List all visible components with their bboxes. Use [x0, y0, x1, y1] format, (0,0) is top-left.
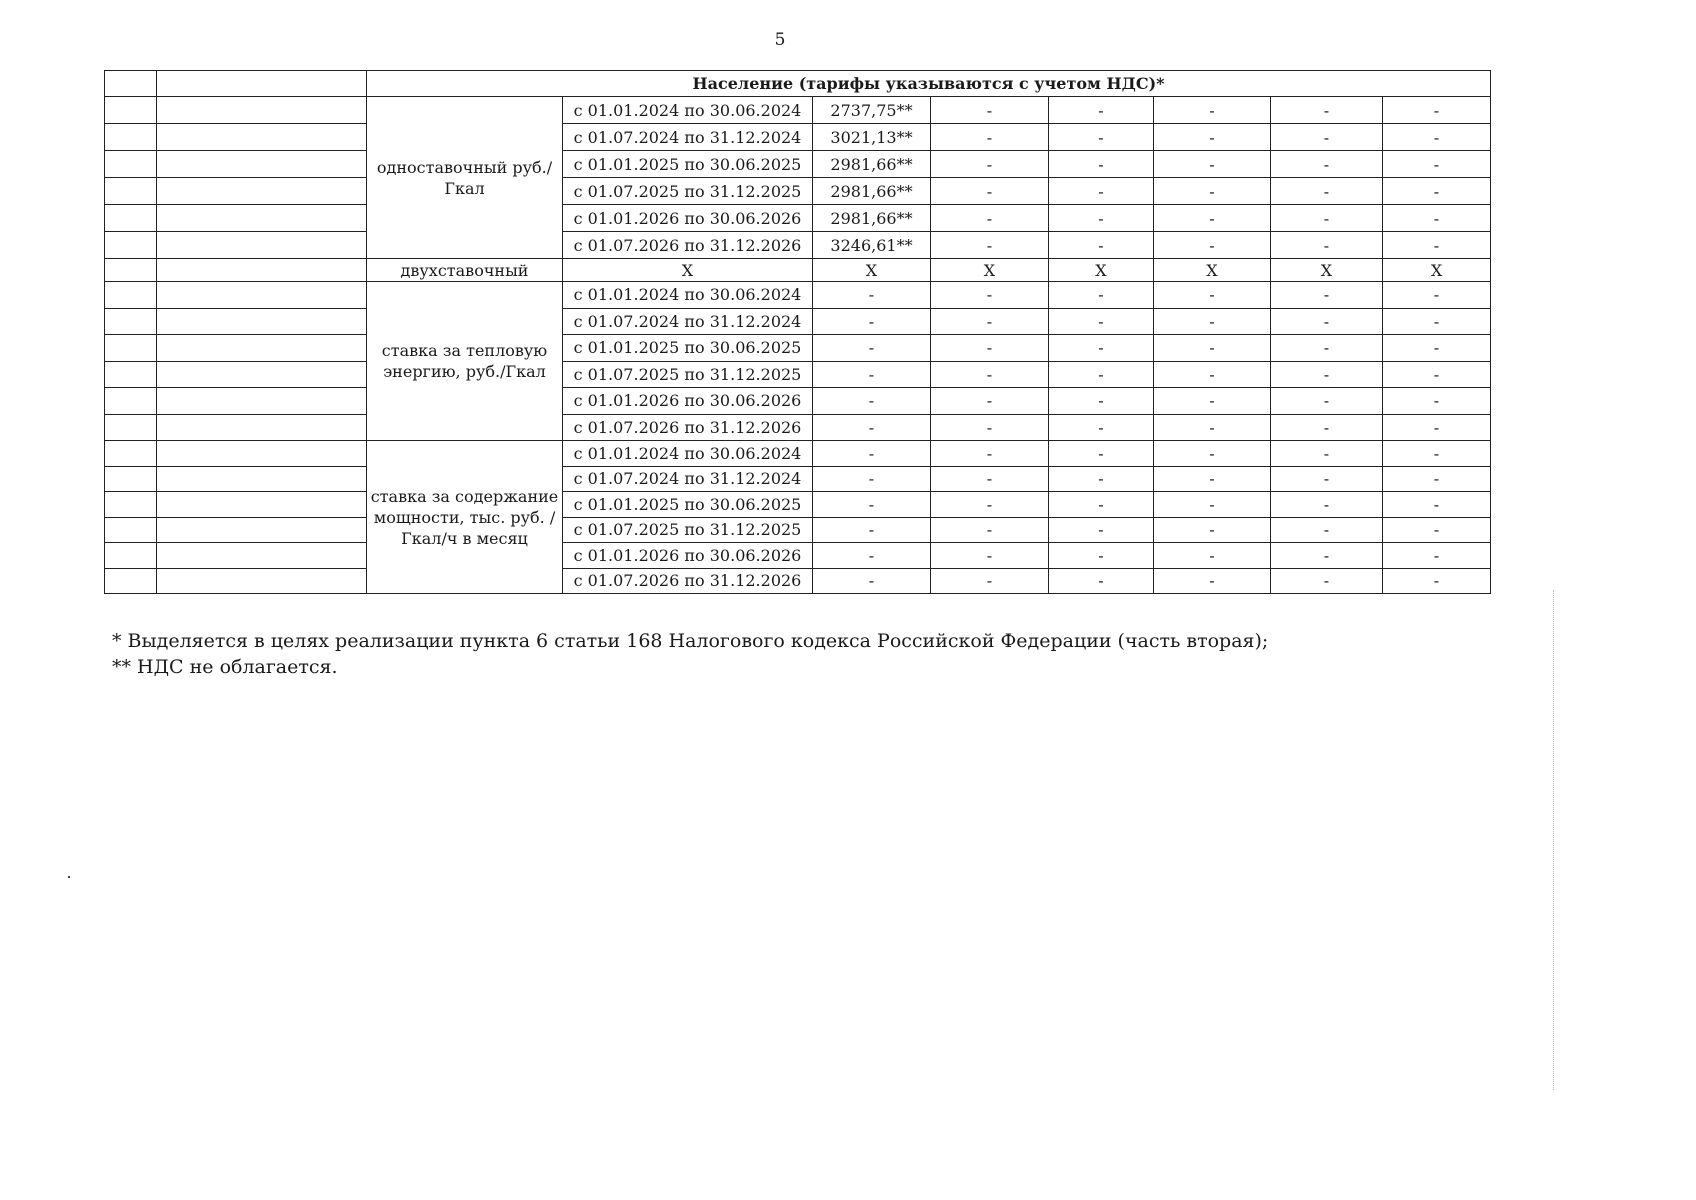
- period-cell: с 01.01.2025 по 30.06.2025: [563, 151, 813, 178]
- value-cell: -: [1271, 282, 1383, 309]
- value-cell: -: [931, 568, 1049, 594]
- value-cell: -: [813, 335, 931, 362]
- value-cell: 3021,13**: [813, 124, 931, 151]
- blank-cell: [157, 492, 367, 518]
- period-cell: с 01.07.2025 по 31.12.2025: [563, 178, 813, 205]
- value-cell: -: [931, 492, 1049, 518]
- value-cell: -: [1271, 414, 1383, 441]
- blank-cell: [105, 282, 157, 309]
- value-cell: X: [1154, 259, 1271, 282]
- value-cell: -: [1271, 308, 1383, 335]
- period-cell: с 01.07.2026 по 31.12.2026: [563, 568, 813, 594]
- value-cell: -: [931, 151, 1049, 178]
- value-cell: -: [1049, 232, 1154, 259]
- value-cell: -: [1049, 361, 1154, 388]
- table-row: [105, 335, 1491, 362]
- value-cell: -: [1383, 335, 1491, 362]
- value-cell: -: [931, 466, 1049, 492]
- value-cell: -: [931, 308, 1049, 335]
- value-cell: -: [1154, 388, 1271, 415]
- value-cell: -: [1154, 568, 1271, 594]
- value-cell: -: [1154, 205, 1271, 232]
- value-cell: -: [1049, 466, 1154, 492]
- blank-cell: [157, 205, 367, 232]
- period-cell: с 01.07.2025 по 31.12.2025: [563, 361, 813, 388]
- value-cell: -: [1383, 232, 1491, 259]
- value-cell: -: [1049, 124, 1154, 151]
- table-row: [105, 543, 1491, 569]
- value-cell: -: [1154, 308, 1271, 335]
- table-row: [105, 361, 1491, 388]
- blank-cell: [157, 568, 367, 594]
- value-cell: -: [931, 282, 1049, 309]
- table-row: [105, 124, 1491, 151]
- value-cell: -: [813, 517, 931, 543]
- value-cell: -: [1271, 97, 1383, 124]
- page-number: 5: [774, 30, 786, 50]
- table-row: [105, 151, 1491, 178]
- table-row: [105, 517, 1491, 543]
- blank-cell: [105, 151, 157, 178]
- blank-cell: [105, 414, 157, 441]
- blank-cell: [157, 71, 367, 97]
- blank-cell: [105, 361, 157, 388]
- value-cell: -: [1049, 492, 1154, 518]
- value-cell: -: [1154, 492, 1271, 518]
- table-row: [105, 388, 1491, 415]
- value-cell: -: [1383, 441, 1491, 467]
- blank-cell: [105, 543, 157, 569]
- value-cell: -: [813, 568, 931, 594]
- value-cell: -: [1154, 335, 1271, 362]
- value-cell: -: [1271, 517, 1383, 543]
- value-cell: -: [813, 543, 931, 569]
- value-cell: X: [1049, 259, 1154, 282]
- blank-cell: [105, 388, 157, 415]
- value-cell: -: [1154, 543, 1271, 569]
- blank-cell: [157, 517, 367, 543]
- value-cell: X: [1383, 259, 1491, 282]
- value-cell: -: [1383, 414, 1491, 441]
- table-row: [105, 97, 1491, 124]
- tariff-type-label: двухставочный: [367, 259, 563, 282]
- value-cell: -: [813, 441, 931, 467]
- table-row: [105, 414, 1491, 441]
- blank-cell: [157, 124, 367, 151]
- tariff-table: [104, 70, 1491, 594]
- scan-speck: [68, 876, 70, 878]
- value-cell: -: [1383, 361, 1491, 388]
- value-cell: X: [1271, 259, 1383, 282]
- value-cell: -: [1271, 151, 1383, 178]
- blank-cell: [105, 335, 157, 362]
- value-cell: -: [931, 414, 1049, 441]
- blank-cell: [157, 178, 367, 205]
- blank-cell: [105, 205, 157, 232]
- blank-cell: [105, 308, 157, 335]
- value-cell: -: [1049, 543, 1154, 569]
- table-row: [105, 232, 1491, 259]
- value-cell: -: [1049, 205, 1154, 232]
- value-cell: -: [1383, 466, 1491, 492]
- blank-cell: [105, 124, 157, 151]
- value-cell: -: [1271, 124, 1383, 151]
- value-cell: -: [1154, 151, 1271, 178]
- blank-cell: [157, 543, 367, 569]
- value-cell: -: [1049, 568, 1154, 594]
- two-rate-group: [105, 259, 1491, 282]
- blank-cell: [105, 71, 157, 97]
- period-cell: с 01.01.2025 по 30.06.2025: [563, 492, 813, 518]
- value-cell: -: [1271, 492, 1383, 518]
- value-cell: -: [1049, 517, 1154, 543]
- value-cell: -: [813, 466, 931, 492]
- period-cell: с 01.01.2024 по 30.06.2024: [563, 97, 813, 124]
- blank-cell: [105, 259, 157, 282]
- value-cell: 2981,66**: [813, 205, 931, 232]
- value-cell: -: [1383, 282, 1491, 309]
- period-cell: с 01.07.2026 по 31.12.2026: [563, 232, 813, 259]
- period-cell: с 01.01.2026 по 30.06.2026: [563, 388, 813, 415]
- value-cell: -: [931, 543, 1049, 569]
- table-row: [105, 492, 1491, 518]
- value-cell: -: [1154, 282, 1271, 309]
- blank-cell: [157, 308, 367, 335]
- value-cell: -: [1383, 178, 1491, 205]
- value-cell: X: [931, 259, 1049, 282]
- value-cell: -: [1271, 178, 1383, 205]
- period-cell: с 01.01.2026 по 30.06.2026: [563, 543, 813, 569]
- period-cell: с 01.01.2024 по 30.06.2024: [563, 282, 813, 309]
- capacity-rate-group: [105, 441, 1491, 594]
- value-cell: -: [813, 282, 931, 309]
- value-cell: -: [1271, 388, 1383, 415]
- value-cell: -: [1154, 517, 1271, 543]
- value-cell: -: [1271, 543, 1383, 569]
- tariff-type-label: ставка за содержание мощности, тыс. руб. /Гкал/ч в месяц: [367, 441, 563, 594]
- value-cell: -: [1271, 232, 1383, 259]
- value-cell: -: [1383, 543, 1491, 569]
- value-cell: -: [1271, 205, 1383, 232]
- value-cell: -: [931, 124, 1049, 151]
- value-cell: -: [931, 178, 1049, 205]
- value-cell: -: [1383, 205, 1491, 232]
- value-cell: -: [1049, 388, 1154, 415]
- value-cell: -: [1049, 151, 1154, 178]
- section-header-row: [105, 71, 1491, 97]
- blank-cell: [105, 517, 157, 543]
- table-row: [105, 282, 1491, 309]
- single-rate-group: [105, 97, 1491, 259]
- table-row: [105, 441, 1491, 467]
- value-cell: -: [1383, 308, 1491, 335]
- footnote: * Выделяется в целях реализации пункта 6 статьи 168 Налогового кодекса Российской Федерации (часть вторая);: [112, 630, 1269, 652]
- value-cell: 2981,66**: [813, 151, 931, 178]
- period-cell: с 01.07.2026 по 31.12.2026: [563, 414, 813, 441]
- value-cell: -: [1049, 178, 1154, 205]
- value-cell: -: [813, 308, 931, 335]
- blank-cell: [157, 361, 367, 388]
- value-cell: -: [1049, 282, 1154, 309]
- period-cell: с 01.07.2024 по 31.12.2024: [563, 308, 813, 335]
- value-cell: -: [813, 388, 931, 415]
- value-cell: -: [1383, 517, 1491, 543]
- blank-cell: [157, 232, 367, 259]
- value-cell: -: [1049, 441, 1154, 467]
- blank-cell: [105, 568, 157, 594]
- value-cell: -: [1154, 178, 1271, 205]
- value-cell: -: [813, 414, 931, 441]
- period-cell: с 01.01.2024 по 30.06.2024: [563, 441, 813, 467]
- value-cell: -: [1049, 97, 1154, 124]
- value-cell: -: [931, 205, 1049, 232]
- value-cell: -: [1154, 97, 1271, 124]
- blank-cell: [157, 97, 367, 124]
- value-cell: -: [1383, 97, 1491, 124]
- value-cell: 3246,61**: [813, 232, 931, 259]
- tariff-type-label: ставка за тепловую энергию, руб./Гкал: [367, 282, 563, 441]
- table-row: [105, 308, 1491, 335]
- period-cell: с 01.07.2024 по 31.12.2024: [563, 124, 813, 151]
- blank-cell: [157, 466, 367, 492]
- value-cell: -: [1154, 361, 1271, 388]
- blank-cell: [157, 388, 367, 415]
- value-cell: -: [813, 361, 931, 388]
- value-cell: -: [1154, 124, 1271, 151]
- blank-cell: [105, 232, 157, 259]
- blank-cell: [105, 97, 157, 124]
- value-cell: -: [931, 388, 1049, 415]
- period-cell: с 01.01.2025 по 30.06.2025: [563, 335, 813, 362]
- blank-cell: [157, 414, 367, 441]
- blank-cell: [157, 441, 367, 467]
- value-cell: -: [931, 361, 1049, 388]
- blank-cell: [105, 178, 157, 205]
- scan-edge-line: [1553, 590, 1554, 1090]
- blank-cell: [157, 282, 367, 309]
- table-row: [105, 466, 1491, 492]
- value-cell: -: [1383, 388, 1491, 415]
- value-cell: -: [1049, 414, 1154, 441]
- energy-rate-group: [105, 282, 1491, 441]
- value-cell: -: [1049, 308, 1154, 335]
- blank-cell: [157, 335, 367, 362]
- period-cell: с 01.07.2025 по 31.12.2025: [563, 517, 813, 543]
- value-cell: -: [1154, 441, 1271, 467]
- value-cell: -: [931, 335, 1049, 362]
- value-cell: 2981,66**: [813, 178, 931, 205]
- footnote: ** НДС не облагается.: [112, 656, 338, 678]
- value-cell: -: [1383, 568, 1491, 594]
- value-cell: -: [1154, 466, 1271, 492]
- value-cell: -: [931, 232, 1049, 259]
- value-cell: -: [1271, 568, 1383, 594]
- value-cell: X: [563, 259, 813, 282]
- value-cell: -: [1271, 466, 1383, 492]
- value-cell: -: [1383, 124, 1491, 151]
- value-cell: -: [1383, 151, 1491, 178]
- footnotes: [112, 628, 1268, 680]
- value-cell: X: [813, 259, 931, 282]
- value-cell: -: [1154, 414, 1271, 441]
- table-row: [105, 259, 1491, 282]
- value-cell: -: [931, 517, 1049, 543]
- period-cell: с 01.07.2024 по 31.12.2024: [563, 466, 813, 492]
- value-cell: -: [1271, 441, 1383, 467]
- table-row: [105, 568, 1491, 594]
- value-cell: -: [1271, 335, 1383, 362]
- table-row: [105, 205, 1491, 232]
- value-cell: -: [931, 441, 1049, 467]
- blank-cell: [105, 466, 157, 492]
- period-cell: с 01.01.2026 по 30.06.2026: [563, 205, 813, 232]
- blank-cell: [105, 492, 157, 518]
- value-cell: -: [1271, 361, 1383, 388]
- value-cell: -: [1383, 492, 1491, 518]
- value-cell: -: [813, 492, 931, 518]
- value-cell: -: [1154, 232, 1271, 259]
- blank-cell: [157, 151, 367, 178]
- value-cell: -: [931, 97, 1049, 124]
- blank-cell: [105, 441, 157, 467]
- value-cell: -: [1049, 335, 1154, 362]
- tariff-type-label: одноставочный руб./Гкал: [367, 97, 563, 259]
- table-row: [105, 178, 1491, 205]
- value-cell: 2737,75**: [813, 97, 931, 124]
- blank-cell: [157, 259, 367, 282]
- section-title: Население (тарифы указываются с учетом НДС)*: [367, 71, 1491, 97]
